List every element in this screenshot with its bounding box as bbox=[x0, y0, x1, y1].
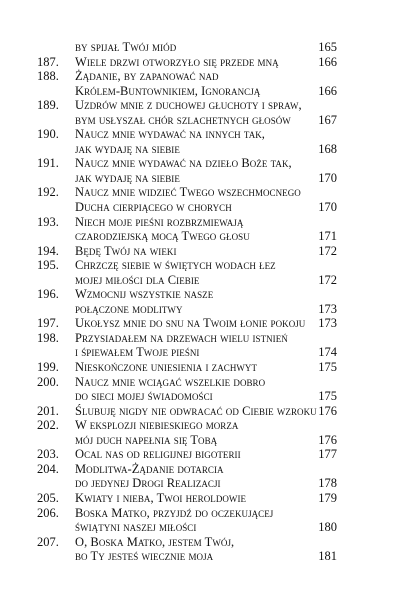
toc-entry-title: Wzmocnij wszystkie nasze bbox=[75, 287, 214, 302]
toc-row bbox=[37, 476, 337, 491]
toc-row bbox=[37, 229, 337, 244]
toc-row bbox=[37, 433, 337, 448]
toc-entry-title: Chrzczę siebie w świętych wodach łez bbox=[75, 258, 276, 273]
toc-entry-title: Boska Matko, przyjdź do oczekującej bbox=[75, 505, 274, 520]
toc-entry-number: 189. bbox=[37, 98, 59, 113]
toc-entry-title: Naucz mnie widzieć Twego wszechmocnego bbox=[75, 185, 301, 200]
toc-entry-number: 203. bbox=[37, 447, 59, 462]
toc-row bbox=[37, 273, 337, 288]
toc-entry-page: 178 bbox=[318, 476, 337, 491]
toc-entry-number: 196. bbox=[37, 287, 59, 302]
toc-row bbox=[37, 316, 337, 331]
toc-row bbox=[37, 156, 337, 171]
toc-entry-page: 172 bbox=[318, 243, 337, 258]
toc-row bbox=[37, 491, 337, 506]
toc-entry-title: Kwiaty i nieba, Twoi heroldowie bbox=[75, 490, 247, 505]
toc-row bbox=[37, 287, 337, 302]
toc-row bbox=[37, 113, 337, 128]
toc-entry-title: Będę Twój na wieki bbox=[75, 243, 177, 258]
toc-entry-title: bo Ty jesteś wiecznie moja bbox=[75, 549, 214, 564]
toc-entry-page: 175 bbox=[318, 389, 337, 404]
toc-entry-number: 190. bbox=[37, 127, 59, 142]
toc-entry-title: Żądanie, by zapanować nad bbox=[75, 69, 219, 84]
toc-row bbox=[37, 258, 337, 273]
toc-entry-page: 179 bbox=[318, 490, 337, 505]
toc-entry-page: 177 bbox=[318, 447, 337, 462]
toc-entry-number: 194. bbox=[37, 243, 59, 258]
toc-entry-title: Ślubuję nigdy nie odwracać od Ciebie wzroku bbox=[75, 403, 317, 418]
toc-entry-number: 206. bbox=[37, 505, 59, 520]
toc-row bbox=[37, 418, 337, 433]
toc-row bbox=[37, 215, 337, 230]
toc-entry-number: 198. bbox=[37, 330, 59, 345]
toc-row bbox=[37, 535, 337, 550]
toc-row bbox=[37, 360, 337, 375]
toc-entry-title: jak wydaję na siebie bbox=[75, 141, 180, 156]
toc-entry-page: 176 bbox=[318, 432, 337, 447]
toc-row bbox=[37, 185, 337, 200]
toc-entry-page: 174 bbox=[318, 345, 337, 360]
toc-entry-title: jak wydaję na siebie bbox=[75, 170, 180, 185]
toc-row bbox=[37, 127, 337, 142]
toc-row bbox=[37, 404, 337, 419]
toc-entry-number: 202. bbox=[37, 418, 59, 433]
toc-entry-number: 192. bbox=[37, 185, 59, 200]
table-of-contents bbox=[37, 40, 337, 564]
toc-entry-title: Naucz mnie wydawać na dzieło Boże tak, bbox=[75, 156, 292, 171]
toc-entry-title: do jedynej Drogi Realizacji bbox=[75, 476, 221, 491]
toc-entry-number: 187. bbox=[37, 54, 59, 69]
toc-entry-title: W eksplozji niebieskiego morza bbox=[75, 418, 239, 433]
toc-entry-page: 168 bbox=[318, 141, 337, 156]
toc-entry-title: O, Boska Matko, jestem Twój, bbox=[75, 534, 235, 549]
toc-entry-title: połączone modlitwy bbox=[75, 301, 183, 316]
toc-row bbox=[37, 375, 337, 390]
toc-entry-title: bym usłyszał chór szlachetnych głosów bbox=[75, 112, 291, 127]
toc-entry-page: 172 bbox=[318, 272, 337, 287]
toc-entry-title: Naucz mnie wydawać na innych tak, bbox=[75, 127, 265, 142]
toc-entry-number: 197. bbox=[37, 316, 59, 331]
toc-row bbox=[37, 55, 337, 70]
toc-row bbox=[37, 200, 337, 215]
toc-entry-title: Uzdrów mnie z duchowej głuchoty i spraw, bbox=[75, 98, 302, 113]
toc-entry-title: by spijał Twój miód bbox=[75, 40, 177, 54]
toc-entry-page: 170 bbox=[318, 200, 337, 215]
toc-entry-title: i śpiewałem Twoje pieśni bbox=[75, 345, 200, 360]
toc-entry-page: 166 bbox=[318, 83, 337, 98]
toc-entry-title: Nieskończone uniesienia i zachwyt bbox=[75, 360, 258, 375]
toc-entry-page: 165 bbox=[318, 40, 337, 54]
toc-entry-number: 201. bbox=[37, 403, 59, 418]
toc-entry-number: 204. bbox=[37, 461, 59, 476]
toc-entry-title: Ukołysz mnie do snu na Twoim łonie pokoju bbox=[75, 316, 306, 331]
toc-entry-page: 176 bbox=[318, 403, 337, 418]
toc-entry-page: 181 bbox=[318, 549, 337, 564]
toc-row bbox=[37, 462, 337, 477]
toc-entry-title: Naucz mnie wciągać wszelkie dobro bbox=[75, 374, 266, 389]
toc-entry-title: Niech moje pieśni rozbrzmiewają bbox=[75, 214, 244, 229]
toc-row bbox=[37, 520, 337, 535]
toc-entry-page: 171 bbox=[318, 229, 337, 244]
toc-entry-title: Przysiadałem na drzewach wielu istnień bbox=[75, 330, 288, 345]
toc-entry-number: 205. bbox=[37, 490, 59, 505]
toc-row bbox=[37, 171, 337, 186]
toc-entry-number: 200. bbox=[37, 374, 59, 389]
toc-row bbox=[37, 84, 337, 99]
toc-entry-title: Królem-Buntownikiem, Ignorancją bbox=[75, 83, 261, 98]
toc-entry-title: czarodziejską mocą Twego głosu bbox=[75, 229, 250, 244]
toc-row bbox=[37, 40, 337, 55]
toc-entry-title: do sieci mojej świadomości bbox=[75, 389, 213, 404]
toc-row bbox=[37, 142, 337, 157]
toc-entry-number: 188. bbox=[37, 69, 59, 84]
toc-row bbox=[37, 331, 337, 346]
toc-entry-page: 173 bbox=[318, 301, 337, 316]
toc-entry-number: 207. bbox=[37, 534, 59, 549]
toc-row bbox=[37, 447, 337, 462]
toc-row bbox=[37, 98, 337, 113]
toc-entry-title: Modlitwa-Żądanie dotarcia bbox=[75, 461, 224, 476]
toc-entry-title: Wiele drzwi otworzyło się przede mną bbox=[75, 54, 279, 69]
toc-entry-title: Ducha cierpiącego w chorych bbox=[75, 200, 232, 215]
toc-entry-number: 195. bbox=[37, 258, 59, 273]
toc-entry-page: 167 bbox=[318, 112, 337, 127]
toc-row bbox=[37, 549, 337, 564]
toc-row bbox=[37, 69, 337, 84]
toc-entry-page: 180 bbox=[318, 520, 337, 535]
toc-entry-number: 199. bbox=[37, 360, 59, 375]
toc-row bbox=[37, 389, 337, 404]
toc-row bbox=[37, 244, 337, 259]
toc-entry-page: 166 bbox=[318, 54, 337, 69]
toc-row bbox=[37, 302, 337, 317]
toc-row bbox=[37, 506, 337, 521]
toc-entry-page: 173 bbox=[318, 316, 337, 331]
toc-entry-title: mój duch napełnia się Tobą bbox=[75, 432, 218, 447]
toc-entry-number: 193. bbox=[37, 214, 59, 229]
toc-entry-title: mojej miłości dla Ciebie bbox=[75, 272, 200, 287]
toc-entry-page: 170 bbox=[318, 170, 337, 185]
toc-entry-title: Ocal nas od religijnej bigoterii bbox=[75, 447, 241, 462]
toc-entry-number: 191. bbox=[37, 156, 59, 171]
toc-row bbox=[37, 345, 337, 360]
toc-entry-title: świątyni naszej miłości bbox=[75, 520, 197, 535]
toc-entry-page: 175 bbox=[318, 360, 337, 375]
